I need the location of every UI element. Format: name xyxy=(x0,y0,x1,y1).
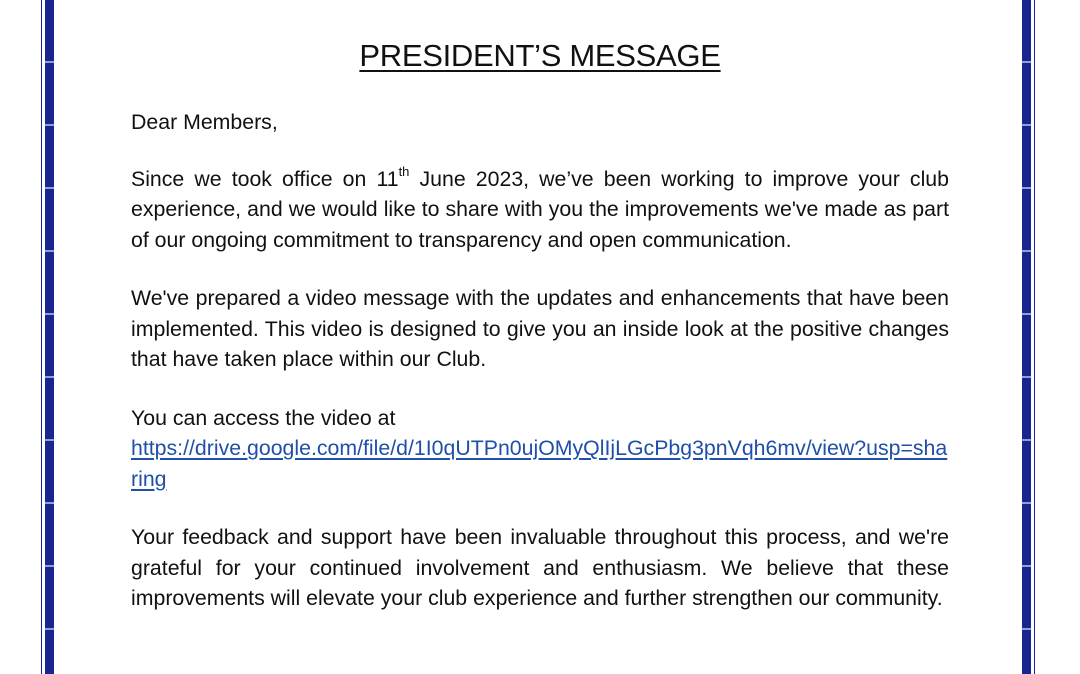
paragraph-office-start xyxy=(131,164,949,256)
paragraph-video-access xyxy=(131,403,949,495)
letter-body xyxy=(131,107,949,642)
paragraph-video-message: We've prepared a video message with the updates and enhancements that have been implemented. This video is designed to give you an inside look at the positive changes that have taken place within our Club. xyxy=(131,286,949,371)
page-border-left xyxy=(45,0,54,674)
page-border-right xyxy=(1022,0,1031,674)
paragraph-office-start-before: Since we took office on 11 xyxy=(131,166,399,191)
paragraph-office-start-after: June 2023, we’ve been working to improve your club experience, and we would like to share with you the improvements we've made as part of our ongoing commitment to transparency and open communication. xyxy=(131,166,949,252)
ordinal-suffix: th xyxy=(398,164,410,180)
page-title: PRESIDENT’S MESSAGE xyxy=(359,38,721,73)
video-access-intro: You can access the video at xyxy=(131,405,396,430)
salutation: Dear Members, xyxy=(131,110,278,134)
paragraph-feedback: Your feedback and support have been invaluable throughout this process, and we're grateful for your continued involvement and enthusiasm. We believe that these improvements will elevate your club experience and further strengthen our community. xyxy=(131,525,949,610)
video-link[interactable]: https://drive.google.com/file/d/1I0qUTPn0ujOMyQlIjLGcPbg3pnVqh6mv/view?usp=sharing xyxy=(131,436,948,491)
